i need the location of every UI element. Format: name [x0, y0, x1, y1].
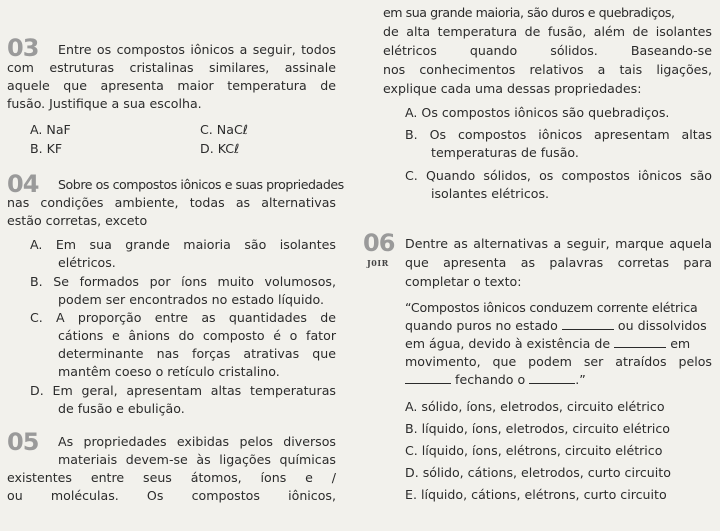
q03-option-c[interactable]: C. NaCℓ — [200, 122, 248, 137]
q06-stem-line: Dentre as alternativas a seguir, marque aquela — [405, 236, 712, 251]
q05-stem-line: materiais devem-se às ligações químicas — [58, 452, 336, 467]
q04-option-c-cont: cátions e ânions do composto é o fator — [58, 328, 336, 343]
q06-quote-text: quando puros no estado — [405, 318, 558, 333]
q05-stem-line: ou moléculas. Os compostos iônicos, — [7, 488, 336, 503]
q03-stem-line: aquele que apresenta maior temperatura de — [7, 78, 336, 93]
q06-quote-line — [405, 318, 707, 333]
q03-option-b[interactable]: B. KF — [30, 141, 63, 156]
q05-stem-line: elétricos quando sólidos. Baseando-se — [383, 43, 712, 58]
q05-stem-line: As propriedades exibidas pelos diversos — [58, 434, 336, 449]
q06-quote-text: .” — [575, 372, 586, 387]
q05-stem-line: em sua grande maioria, são duros e quebradiços, — [383, 5, 675, 20]
q06-option-e[interactable]: E. líquido, cátions, elétrons, curto circuito — [405, 487, 667, 502]
question-06-number: 06 — [363, 229, 395, 257]
q03-option-a[interactable]: A. NaF — [30, 122, 71, 137]
fill-blank[interactable] — [614, 337, 666, 348]
q05-stem-line: de alta temperatura de fusão, além de isolantes — [383, 24, 712, 39]
q04-stem-line: estão corretas, exceto — [7, 213, 148, 228]
q06-stem-line: completar o texto: — [405, 274, 522, 289]
q05-stem-line: explique cada uma dessas propriedades: — [383, 81, 642, 96]
fill-blank[interactable] — [405, 373, 451, 384]
q04-option-b-cont: podem ser encontrados no estado líquido. — [58, 292, 324, 307]
q06-quote-text: em água, devido à existência de — [405, 336, 611, 351]
q04-option-d[interactable]: D. Em geral, apresentam altas temperaturas — [30, 383, 336, 398]
q06-quote-line — [405, 336, 690, 351]
question-06-tag: J0IR — [367, 258, 389, 268]
q04-option-c-cont: mantêm coeso o retículo cristalino. — [58, 364, 280, 379]
q06-quote-line — [405, 372, 586, 387]
q04-option-d-cont: de fusão e ebulição. — [58, 401, 185, 416]
question-05-number: 05 — [7, 428, 39, 456]
q04-option-a[interactable]: A. Em sua grande maioria são isolantes — [30, 237, 336, 252]
q06-quote-line: movimento, que podem ser atraídos pelos — [405, 354, 712, 369]
question-03-number: 03 — [7, 34, 39, 62]
q06-quote-line: “Compostos iônicos conduzem corrente elétrica — [405, 300, 698, 315]
q04-option-c[interactable]: C. A proporção entre as quantidades de — [30, 310, 336, 325]
q05-option-a[interactable]: A. Os compostos iônicos são quebradiços. — [405, 105, 670, 120]
q06-stem-line: que apresenta as palavras corretas para — [405, 255, 712, 270]
q06-quote-text: ou dissolvidos — [617, 318, 707, 333]
q05-stem-line: existentes entre seus átomos, íons e / — [7, 470, 336, 485]
question-04-number: 04 — [7, 170, 39, 198]
q06-option-d[interactable]: D. sólido, cátions, eletrodos, curto circuito — [405, 465, 671, 480]
fill-blank[interactable] — [562, 319, 614, 330]
q03-stem-line: fusão. Justifique a sua escolha. — [7, 96, 202, 111]
q04-stem-line: Sobre os compostos iônicos e suas propriedades — [58, 177, 344, 192]
q04-option-b[interactable]: B. Se formados por íons muito volumosos, — [30, 274, 336, 289]
q05-option-b-cont: temperaturas de fusão. — [431, 145, 579, 160]
q05-option-c[interactable]: C. Quando sólidos, os compostos iônicos são — [405, 168, 712, 183]
q05-stem-line: nos conhecimentos relativos a tais ligações, — [383, 62, 712, 77]
fill-blank[interactable] — [529, 373, 575, 384]
q06-option-b[interactable]: B. líquido, íons, eletrodos, circuito elétrico — [405, 421, 670, 436]
q06-option-c[interactable]: C. líquido, íons, elétrons, circuito elétrico — [405, 443, 663, 458]
q03-stem-line: com estruturas cristalinas similares, assinale — [7, 60, 336, 75]
q03-option-d[interactable]: D. KCℓ — [200, 141, 240, 156]
q06-option-a[interactable]: A. sólido, íons, eletrodos, circuito elétrico — [405, 399, 665, 414]
q04-option-c-cont: determinante nas forças atrativas que — [58, 346, 336, 361]
q05-option-b[interactable]: B. Os compostos iônicos apresentam altas — [405, 127, 712, 142]
q03-stem-line: Entre os compostos iônicos a seguir, todos — [58, 42, 336, 57]
q06-quote-text: em — [670, 336, 691, 351]
q04-option-a-cont: elétricos. — [58, 255, 116, 270]
q05-option-c-cont: isolantes elétricos. — [431, 186, 550, 201]
q04-stem-line: nas condições ambiente, todas as alternativas — [7, 195, 336, 210]
q06-quote-text: fechando o — [455, 372, 526, 387]
